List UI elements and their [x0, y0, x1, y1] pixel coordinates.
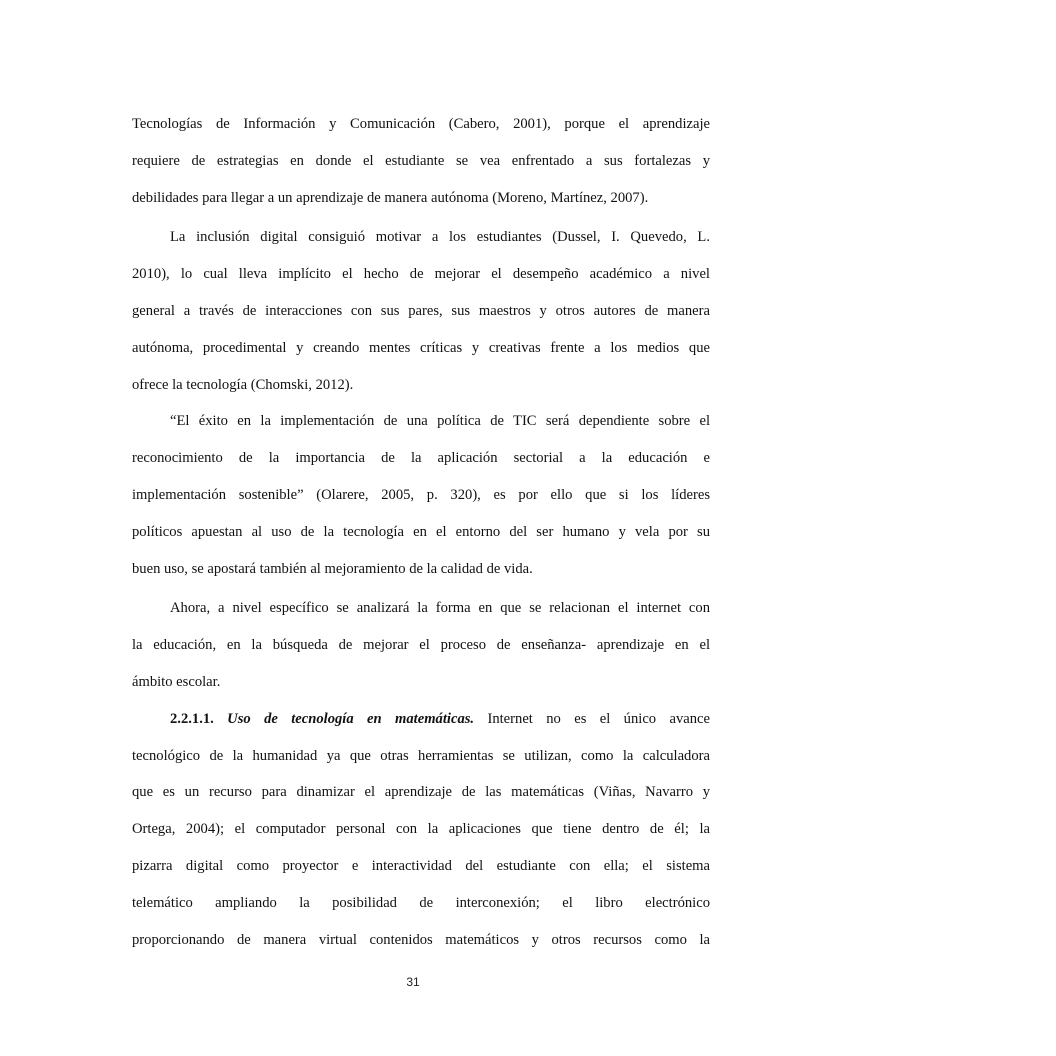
text-line: Ortega, 2004); el computador personal con la aplicaciones que tiene dentro de él; la — [132, 821, 710, 838]
paragraph-2 — [132, 219, 710, 403]
section-first-line-text: Internet no es el único avance — [487, 710, 710, 727]
text-line: autónoma, procedimental y creando mentes críticas y creativas frente a los medios que — [132, 339, 710, 356]
text-line: requiere de estrategias en donde el estudiante se vea enfrentado a sus fortalezas y — [132, 152, 710, 169]
text-line: reconocimiento de la importancia de la aplicación sectorial a la educación e — [132, 450, 710, 467]
section-heading-line — [132, 701, 710, 738]
paragraph-1 — [132, 106, 710, 216]
text-line: tecnológico de la humanidad ya que otras herramientas se utilizan, como la calculadora — [132, 747, 710, 764]
text-line: proporcionando de manera virtual contenidos matemáticos y otros recursos como la — [132, 931, 710, 948]
paragraph-3 — [132, 403, 710, 587]
text-line: implementación sostenible” (Olarere, 2005, p. 320), es por ello que si los líderes — [132, 486, 710, 503]
text-line: general a través de interacciones con sus pares, sus maestros y otros autores de manera — [132, 302, 710, 319]
text-line: ámbito escolar. — [132, 673, 221, 690]
body-text — [132, 106, 710, 958]
text-line: Ahora, a nivel específico se analizará la forma en que se relacionan el internet con — [170, 600, 710, 617]
text-line: “El éxito en la implementación de una política de TIC será dependiente sobre el — [170, 413, 710, 430]
text-line: La inclusión digital consiguió motivar a los estudiantes (Dussel, I. Quevedo, L. — [170, 229, 710, 246]
text-line: Tecnologías de Información y Comunicación (Cabero, 2001), porque el aprendizaje — [132, 116, 710, 132]
page-number: 31 — [406, 975, 420, 989]
text-line: que es un recurso para dinamizar el aprendizaje de las matemáticas (Viñas, Navarro y — [132, 784, 710, 801]
text-line: telemático ampliando la posibilidad de interconexión; el libro electrónico — [132, 894, 710, 911]
text-line: pizarra digital como proyector e interactividad del estudiante con ella; el sistema — [132, 857, 710, 874]
text-line: ofrece la tecnología (Chomski, 2012). — [132, 376, 354, 393]
text-line: políticos apuestan al uso de la tecnología en el entorno del ser humano y vela por su — [132, 523, 710, 540]
paragraph-4 — [132, 590, 710, 700]
section-2-2-1-1 — [132, 701, 710, 959]
text-line: debilidades para llegar a un aprendizaje de manera autónoma (Moreno, Martínez, 2007). — [132, 189, 649, 206]
section-title: Uso de tecnología en matemáticas. — [227, 710, 475, 727]
text-line: buen uso, se apostará también al mejoramiento de la calidad de vida. — [132, 560, 533, 577]
text-line: 2010), lo cual lleva implícito el hecho de mejorar el desempeño académico a nivel — [132, 266, 710, 283]
text-line: la educación, en la búsqueda de mejorar el proceso de enseñanza- aprendizaje en el — [132, 637, 710, 654]
section-number: 2.2.1.1. — [170, 710, 214, 727]
